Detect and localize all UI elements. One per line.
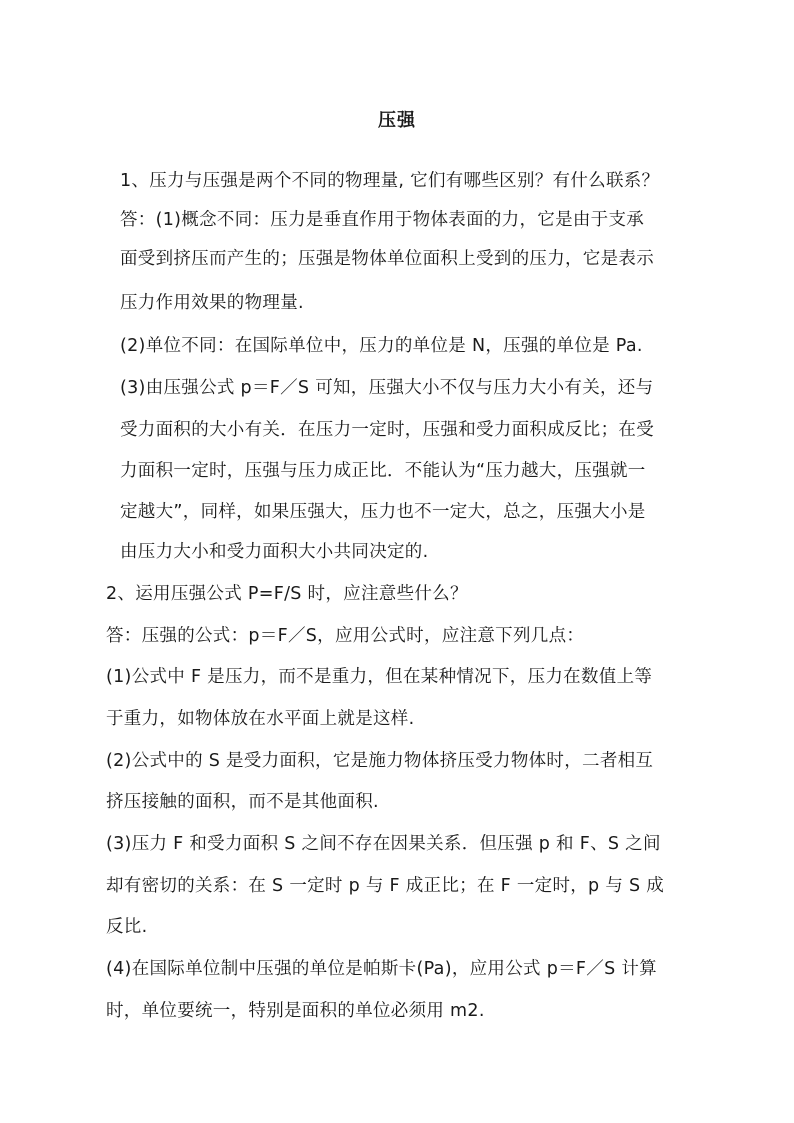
text-line: 由压力大小和受力面积大小共同决定的.: [120, 542, 429, 562]
text-line: 定越大”，同样，如果压强大，压力也不一定大，总之，压强大小是: [120, 502, 646, 522]
text-line: 1、压力与压强是两个不同的物理量, 它们有哪些区别？有什么联系？: [120, 171, 660, 191]
text-line: 于重力，如物体放在水平面上就是这样.: [106, 709, 415, 729]
text-line: 却有密切的关系：在 S 一定时 p 与 F 成正比；在 F 一定时，p 与 S 成: [106, 876, 665, 896]
text-line: 2、运用压强公式 P=F/S 时，应注意些什么？: [106, 584, 468, 604]
text-line: 受力面积的大小有关．在压力一定时，压强和受力面积成反比；在受: [120, 420, 654, 440]
text-line: (2)公式中的 S 是受力面积，它是施力物体挤压受力物体时，二者相互: [106, 751, 654, 771]
text-line: 面受到挤压而产生的；压强是物体单位面积上受到的压力，它是表示: [120, 249, 654, 269]
text-line: 答：(1)概念不同：压力是垂直作用于物体表面的力，它是由于支承: [120, 210, 645, 230]
text-line: (3)压力 F 和受力面积 S 之间不存在因果关系．但压强 p 和 F、S 之间: [106, 834, 661, 854]
text-line: (1)公式中 F 是压力，而不是重力，但在某种情况下，压力在数值上等: [106, 667, 653, 687]
text-line: (3)由压强公式 p＝F／S 可知，压强大小不仅与压力大小有关，还与: [120, 378, 654, 398]
page-title: 压强: [378, 110, 416, 131]
text-line: 挤压接触的面积，而不是其他面积.: [106, 792, 379, 812]
text-line: 压力作用效果的物理量.: [120, 293, 304, 313]
text-line: 反比.: [106, 917, 148, 937]
text-line: (4)在国际单位制中压强的单位是帕斯卡(Pa)，应用公式 p＝F／S 计算: [106, 959, 657, 979]
text-line: 时，单位要统一，特别是面积的单位必须用 m2.: [106, 1001, 485, 1021]
text-line: 答：压强的公式：p＝F／S，应用公式时，应注意下列几点：: [106, 626, 585, 646]
text-line: 力面积一定时，压强与压力成正比．不能认为“压力越大，压强就一: [120, 461, 646, 481]
text-line: (2)单位不同：在国际单位中，压力的单位是 N，压强的单位是 Pa.: [120, 336, 643, 356]
